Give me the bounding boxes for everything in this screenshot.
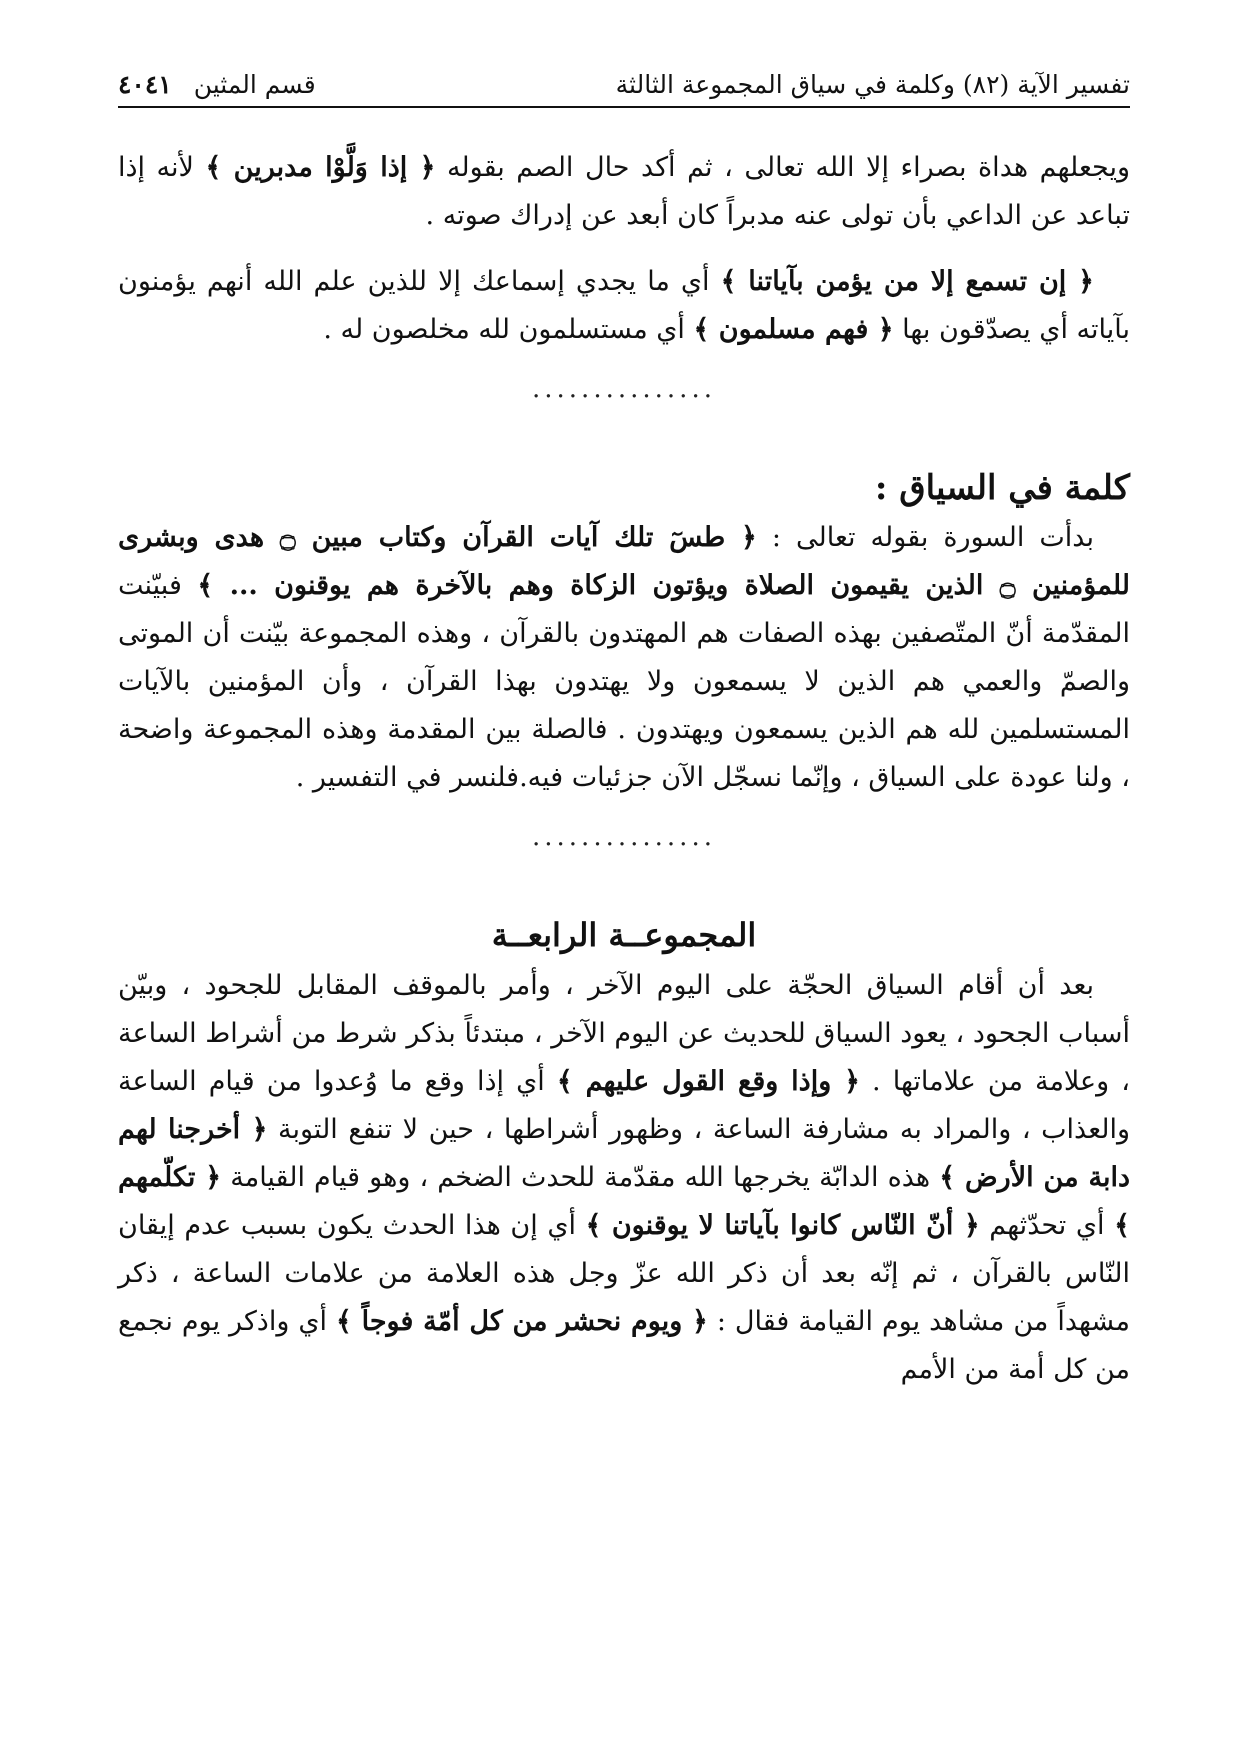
quran-quote: ﴿ وإذا وقع القول عليهم ﴾ (556, 1066, 860, 1097)
section-label (118, 70, 316, 99)
paragraph-text: أي إذا وقع ما وُعدوا من قيام الساعة والعذاب ، والمراد به مشارفة الساعة ، وظهور أشراطها ، حين لا تنفع التوبة (118, 1066, 1130, 1145)
paragraph-text: ويجعلهم هداة بصراء إلا الله تعالى ، ثم أكد حال الصم بقوله (446, 152, 1130, 183)
paragraph-1 (118, 144, 1130, 240)
paragraph-text: بعد أن أقام السياق الحجّة على اليوم الآخر ، وأمر بالموقف المقابل للجحود ، وبيّن أسباب الجحود ، يعود السياق للحديث عن اليوم الآخر ، مبتدئاً بذكر شرط من أشراط الساعة ، وعلامة من علاماتها . (118, 970, 1130, 1097)
quran-quote: ﴿ تكلّمهم ﴾ (118, 1162, 1130, 1241)
paragraph-text: لأنه إذا تباعد عن الداعي بأن تولى عنه مدبراً كان أبعد عن إدراك صوته . (118, 152, 1130, 231)
quran-quote: ﴿ طسٓ تلك آيات القرآن وكتاب مبين ۝ هدى وبشرى للمؤمنين ۝ الذين يقيمون الصلاة ويؤتون الزكاة وهم بالآخرة هم يوقنون ... ﴾ (118, 522, 1130, 601)
section-name: قسم المثين (193, 70, 316, 99)
paragraph-2 (118, 258, 1130, 354)
quran-quote: ﴿ أخرجنا لهم دابة من الأرض ﴾ (118, 1114, 1130, 1193)
separator-dots: ............... (532, 822, 716, 852)
paragraph-text: هذه الدابّة يخرجها الله مقدّمة للحدث الضخم ، وهو قيام القيامة (230, 1162, 931, 1193)
paragraph-text: أي واذكر يوم نجمع من كل أمة من الأمم (118, 1306, 1130, 1385)
paragraph-3 (118, 514, 1130, 802)
separator-dots: ............... (532, 374, 716, 404)
page-number: ٤٠٤١ (118, 70, 172, 99)
paragraph-4 (118, 962, 1130, 1394)
context-heading: كلمة في السياق : (874, 468, 1130, 508)
quran-quote: ﴿ فهم مسلمون ﴾ (693, 314, 894, 345)
quran-quote: ﴿ إن تسمع إلا من يؤمن بآياتنا ﴾ (720, 266, 1094, 297)
header-rule (118, 106, 1130, 108)
paragraph-text: فبيّنت المقدّمة أنّ المتّصفين بهذه الصفات هم المهتدون بالقرآن ، وهذه المجموعة بيّنت أن الموتى والصمّ والعمي هم الذين لا يسمعون ولا يهتدون بهذا القرآن ، وأن المؤمنين بالآيات المستسلمين لله هم الذين يسمعون ويهتدون . فالصلة بين المقدمة وهذه المجموعة واضحة ، ولنا عودة على السياق ، وإنّما نسجّل الآن جزئيات فيه.فلنسر في التفسير . (118, 570, 1130, 793)
paragraph-text: بدأت السورة بقوله تعالى : (771, 522, 1094, 553)
paragraph-text: أي مستسلمون لله مخلصون له . (323, 314, 685, 345)
paragraph-text: أي تحدّثهم (989, 1210, 1105, 1241)
group-heading: المجموعــة الرابعــة (491, 916, 757, 954)
quran-quote: ﴿ إذا وَلَّوْا مدبرين ﴾ (205, 152, 436, 183)
running-title: تفسير الآية (٨٢) وكلمة في سياق المجموعة الثالثة (615, 70, 1130, 99)
page-header (118, 62, 1130, 106)
paragraph-text: أي ما يجدي إسماعك إلا للذين علم الله أنهم يؤمنون بآياته أي يصدّقون بها (118, 266, 1130, 345)
paragraph-text: أي إن هذا الحدث يكون بسبب عدم إيقان النّاس بالقرآن ، ثم إنّه بعد أن ذكر الله عزّ وجل هذه العلامة من علامات الساعة ، ذكر مشهداً من مشاهد يوم القيامة فقال : (118, 1210, 1130, 1337)
quran-quote: ﴿ أنّ النّاس كانوا بآياتنا لا يوقنون ﴾ (585, 1210, 980, 1241)
book-page (118, 62, 1130, 1394)
quran-quote: ﴿ ويوم نحشر من كل أمّة فوجاً ﴾ (335, 1306, 708, 1337)
